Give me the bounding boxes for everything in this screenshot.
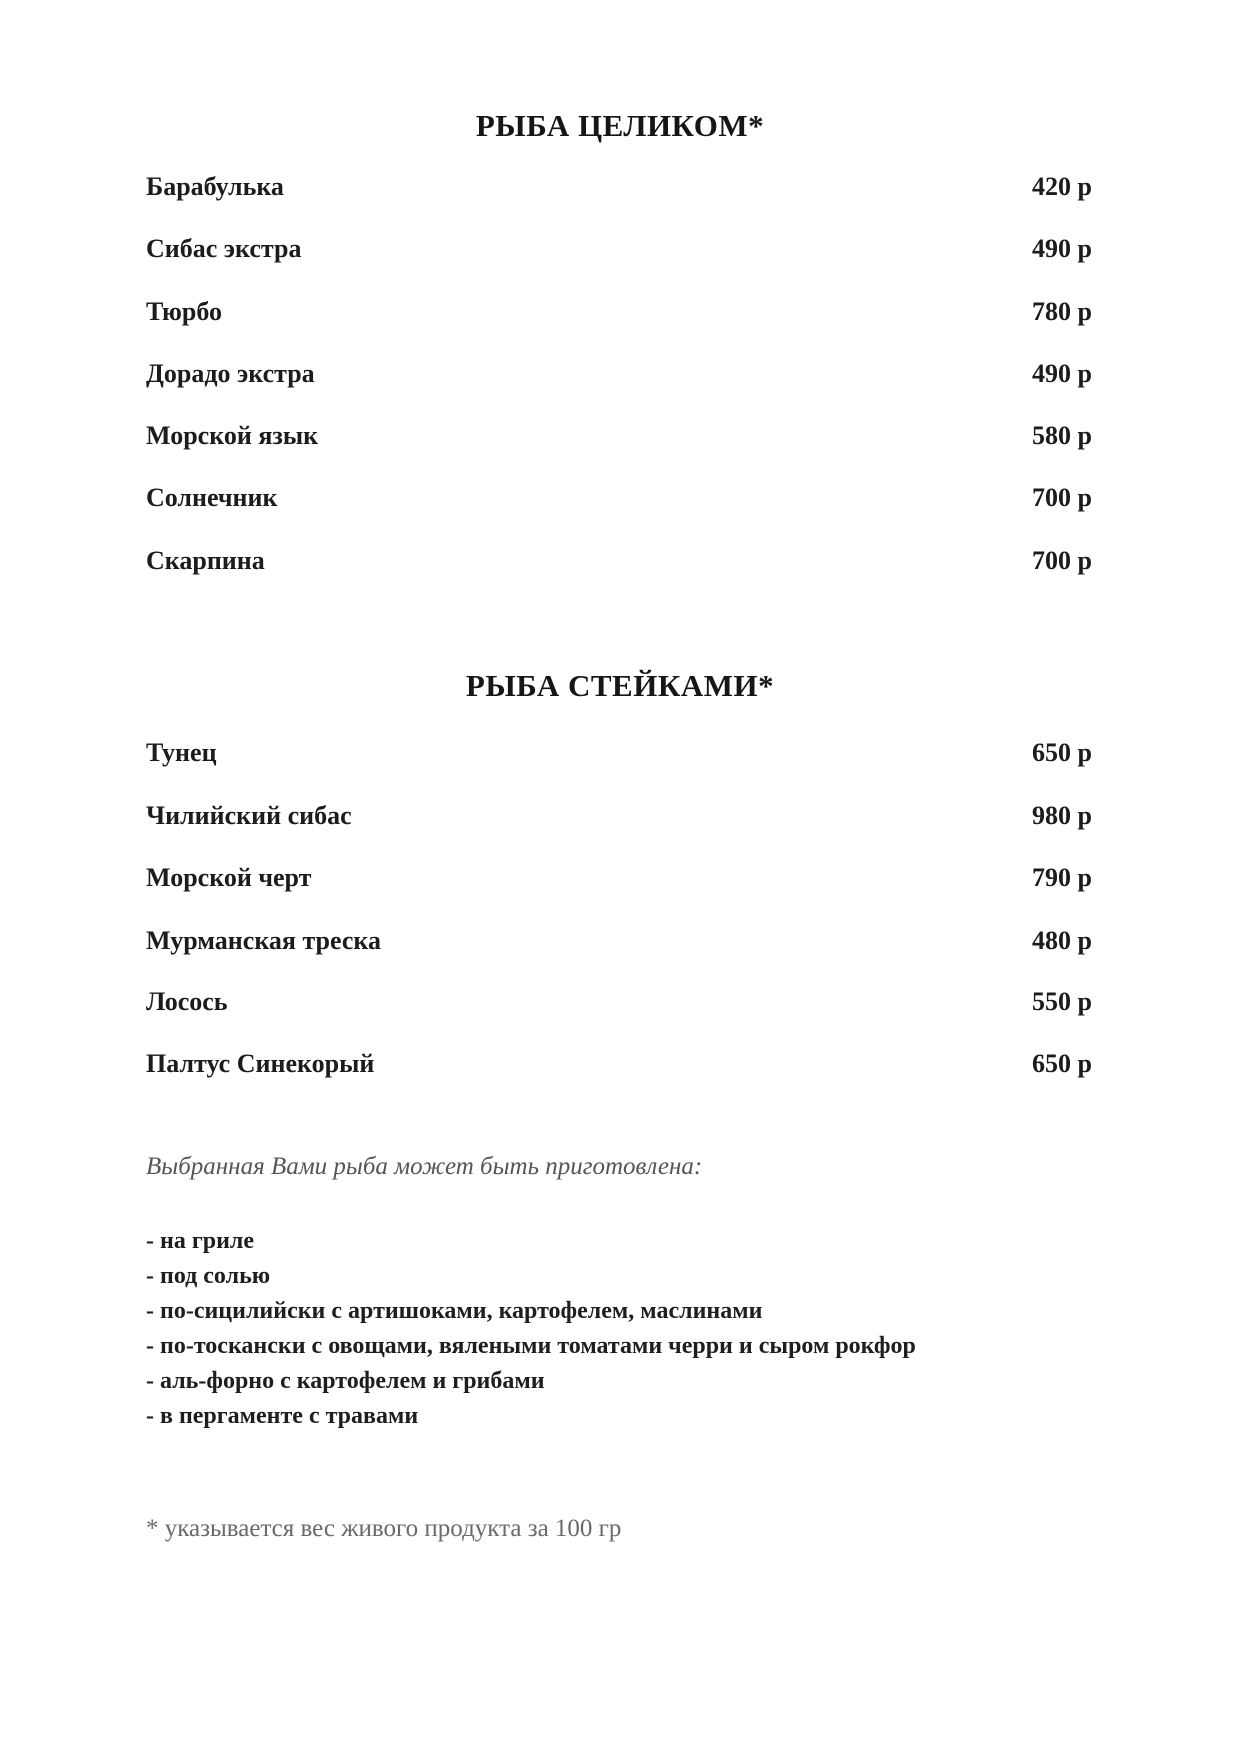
section-title-whole-fish: РЫБА ЦЕЛИКОМ* — [475, 108, 765, 143]
cooking-option: - под солью — [146, 1263, 271, 1289]
section-title-fish-steaks: РЫБА СТЕЙКАМИ* — [465, 668, 775, 703]
item-name: Морской язык — [146, 421, 319, 450]
item-name: Тюрбо — [146, 297, 223, 326]
item-name: Морской черт — [146, 863, 312, 892]
cooking-option: - по-сицилийски с артишоками, картофелем, маслинами — [146, 1298, 763, 1324]
cooking-options-list — [146, 1224, 1046, 1434]
item-name: Солнечник — [146, 483, 278, 512]
item-name: Чилийский сибас — [146, 801, 352, 830]
menu-item — [146, 863, 1092, 897]
menu-item — [146, 546, 1092, 580]
cooking-option: - в пергаменте с травами — [146, 1403, 419, 1429]
menu-item — [146, 359, 1092, 393]
item-name: Барабулька — [146, 172, 284, 201]
item-name: Дорадо экстра — [146, 359, 315, 388]
menu-item — [146, 421, 1092, 455]
item-price: 700 р — [1032, 483, 1092, 512]
menu-item — [146, 172, 1092, 206]
item-name: Тунец — [146, 738, 217, 767]
item-price: 780 р — [1032, 297, 1092, 326]
menu-item — [146, 483, 1092, 517]
item-price: 550 р — [1032, 987, 1092, 1016]
item-name: Скарпина — [146, 546, 265, 575]
item-price: 580 р — [1032, 421, 1092, 450]
menu-item — [146, 1049, 1092, 1083]
item-price: 790 р — [1032, 863, 1092, 892]
menu-item — [146, 738, 1092, 772]
cooking-option: - по-тоскански с овощами, вялеными томатами черри и сыром рокфор — [146, 1333, 916, 1359]
item-name: Сибас экстра — [146, 234, 302, 263]
menu-item — [146, 987, 1092, 1021]
menu-item — [146, 234, 1092, 268]
item-price: 980 р — [1032, 801, 1092, 830]
cooking-option: - аль-форно с картофелем и грибами — [146, 1368, 545, 1394]
menu-item — [146, 926, 1092, 960]
weight-footnote: * указывается вес живого продукта за 100 гр — [146, 1515, 622, 1542]
item-price: 700 р — [1032, 546, 1092, 575]
item-name: Мурманская треска — [146, 926, 382, 955]
menu-item — [146, 801, 1092, 835]
item-price: 480 р — [1032, 926, 1092, 955]
item-price: 420 р — [1032, 172, 1092, 201]
cooking-intro-note: Выбранная Вами рыба может быть приготовлена: — [146, 1153, 703, 1180]
item-price: 650 р — [1032, 738, 1092, 767]
cooking-option: - на гриле — [146, 1228, 255, 1254]
item-price: 650 р — [1032, 1049, 1092, 1078]
item-price: 490 р — [1032, 234, 1092, 263]
item-price: 490 р — [1032, 359, 1092, 388]
menu-item — [146, 297, 1092, 331]
item-name: Палтус Синекорый — [146, 1049, 375, 1078]
item-name: Лосось — [146, 987, 228, 1016]
